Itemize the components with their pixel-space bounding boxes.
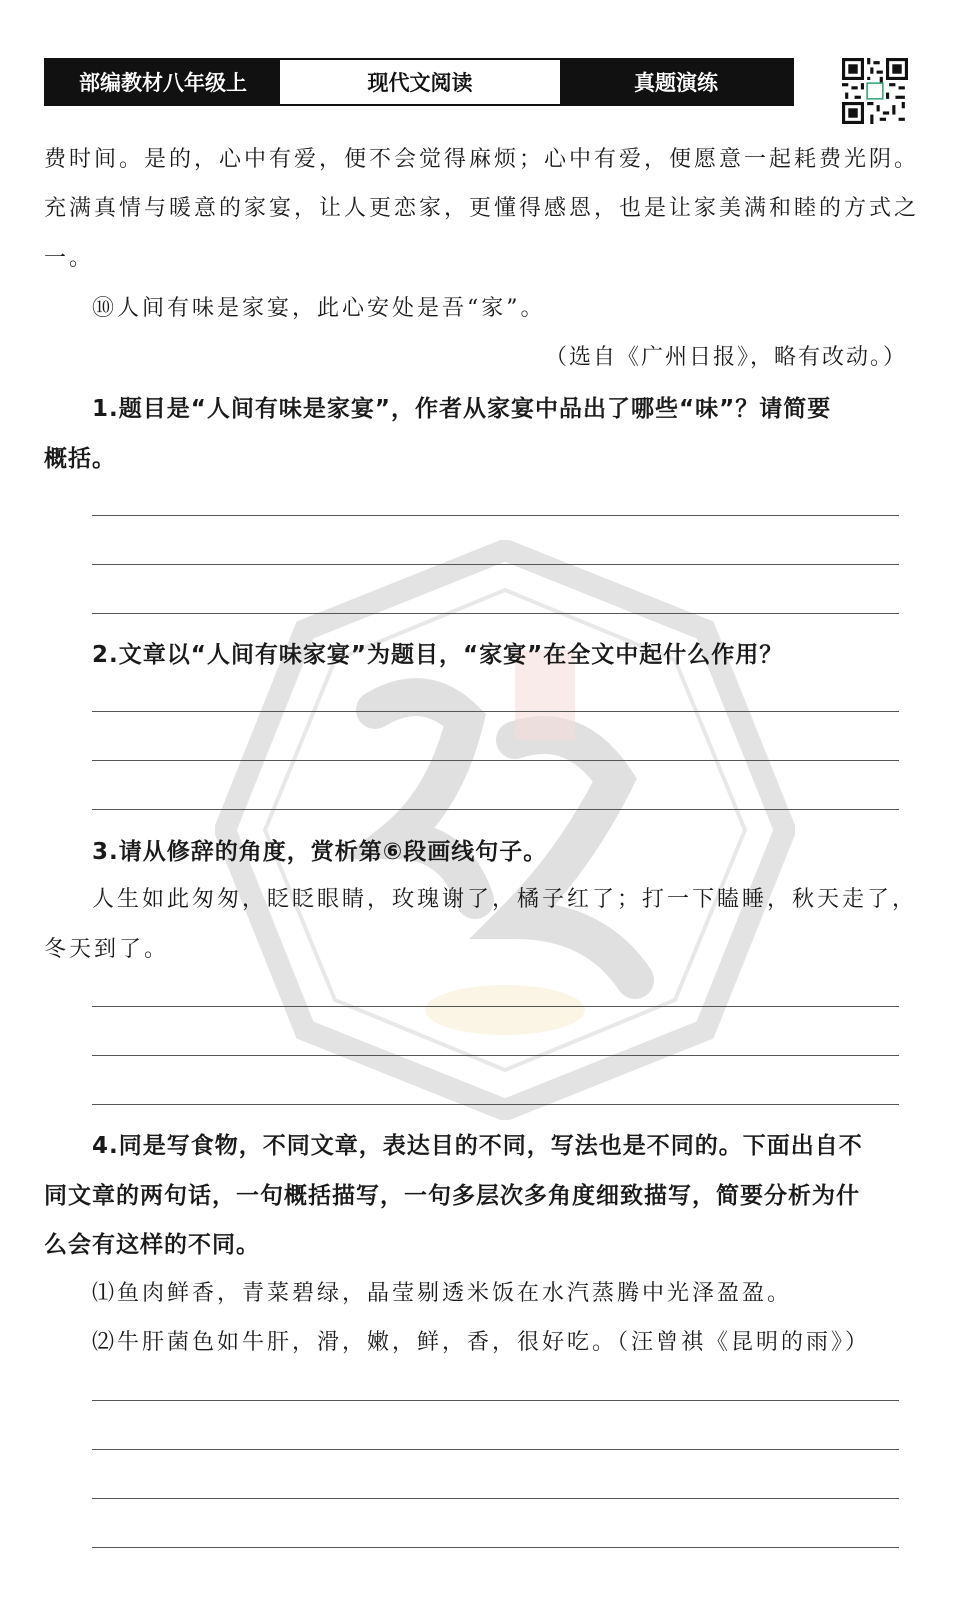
answer-line bbox=[92, 515, 899, 516]
paragraph-10: ⑩人间有味是家宴，此心安处是吾“家”。 bbox=[92, 296, 546, 321]
answer-line bbox=[92, 613, 899, 614]
answer-line bbox=[92, 1055, 899, 1056]
header-topic: 现代文阅读 bbox=[280, 60, 560, 104]
question-2: 2.文章以“人间有味家宴”为题目，“家宴”在全文中起什么作用？ bbox=[92, 642, 784, 668]
answer-line bbox=[92, 1400, 899, 1401]
quoted-sentence: 人生如此匆匆，眨眨眼睛，玫瑰谢了，橘子红了；打一下瞌睡，秋天走了， bbox=[92, 887, 918, 912]
source-citation: （选自《广州日报》，略有改动。） bbox=[544, 345, 907, 370]
header-bar bbox=[44, 58, 794, 106]
example-sentence-2: ⑵牛肝菌色如牛肝，滑，嫩，鲜，香，很好吃。（汪曾祺《昆明的雨》） bbox=[92, 1330, 871, 1355]
answer-line bbox=[92, 711, 899, 712]
answer-line bbox=[92, 809, 899, 810]
passage-line: 费时间。是的，心中有爱，便不会觉得麻烦；心中有爱，便愿意一起耗费光阴。 bbox=[44, 147, 920, 172]
question-1-cont: 概括。 bbox=[44, 446, 116, 472]
question-3: 3.请从修辞的角度，赏析第⑥段画线句子。 bbox=[92, 839, 548, 865]
example-sentence-1: ⑴鱼肉鲜香，青菜碧绿，晶莹剔透米饭在水汽蒸腾中光泽盈盈。 bbox=[92, 1281, 793, 1306]
question-4-cont: 么会有这样的不同。 bbox=[44, 1232, 260, 1258]
seal-watermark-icon bbox=[215, 540, 795, 1120]
quoted-sentence-cont: 冬天到了。 bbox=[44, 937, 170, 962]
answer-line bbox=[92, 564, 899, 565]
answer-line bbox=[92, 1449, 899, 1450]
passage-line: 充满真情与暖意的家宴，让人更恋家，更懂得感恩，也是让家美满和睦的方式之 bbox=[44, 196, 920, 221]
question-4: 4.同是写食物，不同文章，表达目的不同，写法也是不同的。下面出自不 bbox=[92, 1133, 863, 1159]
question-4-cont: 同文章的两句话，一句概括描写，一句多层次多角度细致描写，简要分析为什 bbox=[44, 1183, 860, 1209]
answer-line bbox=[92, 1104, 899, 1105]
answer-line bbox=[92, 760, 899, 761]
header-grade: 部编教材八年级上 bbox=[46, 60, 280, 104]
passage-line: 一。 bbox=[44, 246, 95, 271]
question-1: 1.题目是“人间有味是家宴”，作者从家宴中品出了哪些“味”？请简要 bbox=[92, 396, 832, 422]
qr-code-icon bbox=[842, 58, 908, 124]
answer-line bbox=[92, 1006, 899, 1007]
answer-line bbox=[92, 1498, 899, 1499]
header-section: 真题演练 bbox=[560, 60, 792, 104]
answer-line bbox=[92, 1547, 899, 1548]
